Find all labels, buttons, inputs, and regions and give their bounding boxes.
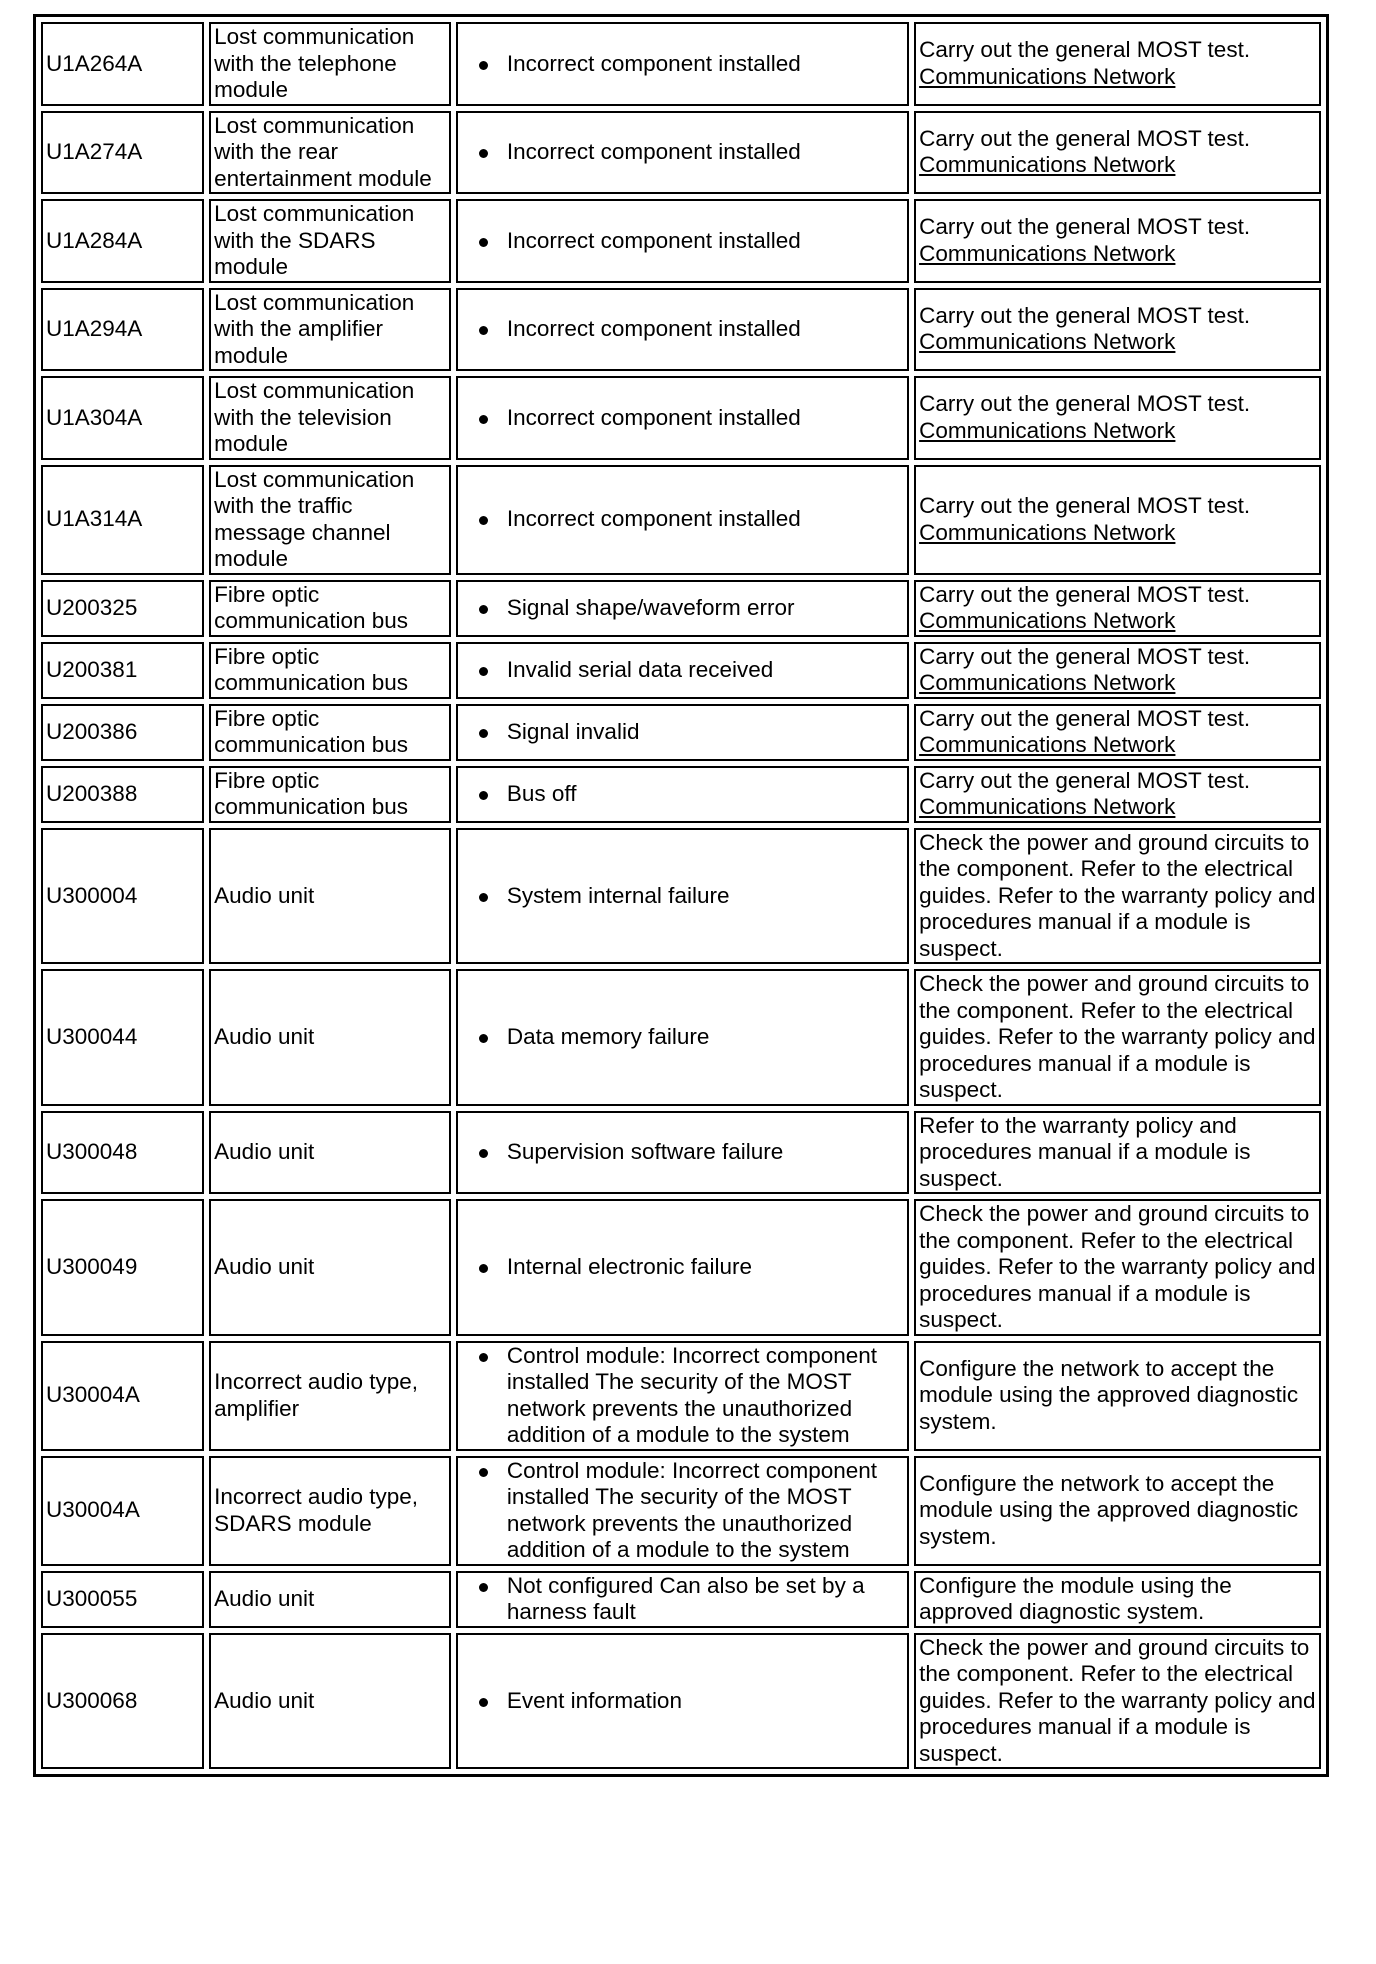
dtc-code-cell: U200381 <box>41 642 204 699</box>
communications-network-link[interactable]: Communications Network <box>919 794 1176 819</box>
communications-network-link[interactable]: Communications Network <box>919 608 1176 633</box>
cause-bullet-item: Data memory failure <box>507 1024 904 1051</box>
dtc-code-cell: U300068 <box>41 1633 204 1770</box>
dtc-description-cell: Audio unit <box>209 969 451 1106</box>
dtc-table <box>33 14 1329 1777</box>
dtc-description-cell: Audio unit <box>209 1571 451 1628</box>
dtc-description-cell: Fibre optic communication bus <box>209 580 451 637</box>
dtc-code-cell: U300044 <box>41 969 204 1106</box>
cause-bullet-item: System internal failure <box>507 883 904 910</box>
table-row <box>41 766 1321 823</box>
dtc-code-cell: U300004 <box>41 828 204 965</box>
possible-causes-cell <box>456 766 909 823</box>
cause-bullet-item: Event information <box>507 1688 904 1715</box>
dtc-code-cell: U200325 <box>41 580 204 637</box>
dtc-description-cell: Audio unit <box>209 1633 451 1770</box>
table-row <box>41 1111 1321 1195</box>
dtc-code-cell: U1A314A <box>41 465 204 575</box>
possible-causes-cell <box>456 288 909 372</box>
causes-list <box>461 719 904 746</box>
table-row <box>41 376 1321 460</box>
cause-bullet-item: Invalid serial data received <box>507 657 904 684</box>
table-row <box>41 199 1321 283</box>
action-cell <box>914 1341 1321 1451</box>
causes-list <box>461 657 904 684</box>
possible-causes-cell <box>456 465 909 575</box>
cause-bullet-item: Control module: Incorrect component installed The security of the MOST network prevents the unauthorized addition of a module to the system <box>507 1458 904 1564</box>
communications-network-link[interactable]: Communications Network <box>919 670 1176 695</box>
possible-causes-cell <box>456 1341 909 1451</box>
action-text: Check the power and ground circuits to the component. Refer to the electrical guides. Refer to the warranty policy and procedures manual if a module is suspect. <box>919 829 1316 961</box>
communications-network-link[interactable]: Communications Network <box>919 63 1176 89</box>
dtc-description-cell: Lost communication with the SDARS module <box>209 199 451 283</box>
causes-list <box>461 1688 904 1715</box>
table-row <box>41 704 1321 761</box>
causes-list <box>461 1254 904 1281</box>
cause-bullet-item: Internal electronic failure <box>507 1254 904 1281</box>
action-cell <box>914 704 1321 761</box>
cause-bullet-item: Incorrect component installed <box>507 228 904 255</box>
action-text: Carry out the general MOST test. <box>919 391 1251 417</box>
action-text: Carry out the general MOST test. <box>919 214 1251 240</box>
table-row <box>41 22 1321 106</box>
dtc-code-cell: U30004A <box>41 1456 204 1566</box>
causes-list <box>461 1573 904 1626</box>
causes-list <box>461 1024 904 1051</box>
table-row <box>41 580 1321 637</box>
action-cell <box>914 288 1321 372</box>
dtc-code-cell: U300049 <box>41 1199 204 1336</box>
cause-bullet-item: Incorrect component installed <box>507 316 904 343</box>
action-text: Check the power and ground circuits to the component. Refer to the electrical guides. Refer to the warranty policy and procedures manual if a module is suspect. <box>919 971 1316 1102</box>
action-text: Configure the network to accept the module using the approved diagnostic system. <box>919 1470 1299 1549</box>
causes-list <box>461 1343 904 1449</box>
possible-causes-cell <box>456 1111 909 1195</box>
possible-causes-cell <box>456 828 909 965</box>
cause-bullet-item: Not configured Can also be set by a harness fault <box>507 1573 904 1626</box>
dtc-description-cell: Fibre optic communication bus <box>209 642 451 699</box>
causes-list <box>461 883 904 910</box>
dtc-description-cell: Lost communication with the amplifier module <box>209 288 451 372</box>
table-row <box>41 1341 1321 1451</box>
communications-network-link[interactable]: Communications Network <box>919 519 1176 545</box>
cause-bullet-item: Bus off <box>507 781 904 808</box>
possible-causes-cell <box>456 1456 909 1566</box>
communications-network-link[interactable]: Communications Network <box>919 329 1176 355</box>
dtc-description-cell: Fibre optic communication bus <box>209 766 451 823</box>
communications-network-link[interactable]: Communications Network <box>919 417 1176 443</box>
dtc-description-cell: Lost communication with the rear entertainment module <box>209 111 451 195</box>
dtc-code-cell: U30004A <box>41 1341 204 1451</box>
action-cell <box>914 111 1321 195</box>
action-cell <box>914 1199 1321 1336</box>
causes-list <box>461 1458 904 1564</box>
causes-list <box>461 405 904 432</box>
action-cell <box>914 642 1321 699</box>
possible-causes-cell <box>456 642 909 699</box>
action-text: Carry out the general MOST test. <box>919 643 1251 669</box>
action-cell <box>914 199 1321 283</box>
causes-list <box>461 595 904 622</box>
cause-bullet-item: Control module: Incorrect component installed The security of the MOST network prevents the unauthorized addition of a module to the system <box>507 1343 904 1449</box>
action-cell <box>914 1633 1321 1770</box>
dtc-description-cell: Fibre optic communication bus <box>209 704 451 761</box>
possible-causes-cell <box>456 580 909 637</box>
action-cell <box>914 22 1321 106</box>
possible-causes-cell <box>456 704 909 761</box>
action-text: Check the power and ground circuits to the component. Refer to the electrical guides. Refer to the warranty policy and procedures manual if a module is suspect. <box>919 1201 1316 1332</box>
causes-list <box>461 51 904 78</box>
table-row <box>41 1571 1321 1628</box>
action-cell <box>914 1111 1321 1195</box>
table-row <box>41 828 1321 965</box>
action-text: Carry out the general MOST test. <box>919 493 1251 518</box>
dtc-code-cell: U200388 <box>41 766 204 823</box>
dtc-description-cell: Lost communication with the television module <box>209 376 451 460</box>
table-row <box>41 1456 1321 1566</box>
action-text: Carry out the general MOST test. <box>919 302 1251 328</box>
possible-causes-cell <box>456 1633 909 1770</box>
dtc-code-cell: U1A264A <box>41 22 204 106</box>
action-text: Configure the network to accept the module using the approved diagnostic system. <box>919 1355 1299 1434</box>
dtc-code-cell: U300055 <box>41 1571 204 1628</box>
dtc-code-cell: U1A274A <box>41 111 204 195</box>
action-cell <box>914 376 1321 460</box>
action-text: Carry out the general MOST test. <box>919 37 1251 63</box>
dtc-description-cell: Lost communication with the telephone module <box>209 22 451 106</box>
possible-causes-cell <box>456 22 909 106</box>
cause-bullet-item: Incorrect component installed <box>507 139 904 166</box>
causes-list <box>461 316 904 343</box>
dtc-code-cell: U200386 <box>41 704 204 761</box>
dtc-table-body <box>41 22 1321 1769</box>
table-row <box>41 465 1321 575</box>
dtc-description-cell: Lost communication with the traffic message channel module <box>209 465 451 575</box>
possible-causes-cell <box>456 111 909 195</box>
action-text: Check the power and ground circuits to the component. Refer to the electrical guides. Refer to the warranty policy and procedures manual if a module is suspect. <box>919 1634 1316 1766</box>
document-page <box>33 14 1329 1777</box>
possible-causes-cell <box>456 1199 909 1336</box>
dtc-description-cell: Incorrect audio type, SDARS module <box>209 1456 451 1566</box>
dtc-code-cell: U1A284A <box>41 199 204 283</box>
action-cell <box>914 465 1321 575</box>
communications-network-link[interactable]: Communications Network <box>919 732 1176 757</box>
action-cell <box>914 1571 1321 1628</box>
table-row <box>41 1199 1321 1336</box>
action-cell <box>914 766 1321 823</box>
table-row <box>41 288 1321 372</box>
cause-bullet-item: Signal invalid <box>507 719 904 746</box>
dtc-code-cell: U1A304A <box>41 376 204 460</box>
causes-list <box>461 1139 904 1166</box>
dtc-code-cell: U300048 <box>41 1111 204 1195</box>
causes-list <box>461 228 904 255</box>
table-row <box>41 642 1321 699</box>
possible-causes-cell <box>456 199 909 283</box>
table-row <box>41 111 1321 195</box>
dtc-description-cell: Audio unit <box>209 828 451 965</box>
causes-list <box>461 506 904 533</box>
possible-causes-cell <box>456 969 909 1106</box>
dtc-description-cell: Audio unit <box>209 1199 451 1336</box>
communications-network-link[interactable]: Communications Network <box>919 152 1176 178</box>
dtc-description-cell: Audio unit <box>209 1111 451 1195</box>
action-text: Carry out the general MOST test. <box>919 125 1251 151</box>
cause-bullet-item: Supervision software failure <box>507 1139 904 1166</box>
cause-bullet-item: Incorrect component installed <box>507 506 904 533</box>
action-text: Carry out the general MOST test. <box>919 767 1251 793</box>
action-cell <box>914 828 1321 965</box>
cause-bullet-item: Signal shape/waveform error <box>507 595 904 622</box>
dtc-code-cell: U1A294A <box>41 288 204 372</box>
communications-network-link[interactable]: Communications Network <box>919 240 1176 266</box>
table-row <box>41 1633 1321 1770</box>
action-cell <box>914 580 1321 637</box>
causes-list <box>461 139 904 166</box>
action-text: Carry out the general MOST test. <box>919 705 1251 731</box>
action-cell <box>914 1456 1321 1566</box>
table-row <box>41 969 1321 1106</box>
possible-causes-cell <box>456 1571 909 1628</box>
possible-causes-cell <box>456 376 909 460</box>
action-text: Refer to the warranty policy and procedures manual if a module is suspect. <box>919 1112 1251 1191</box>
action-text: Carry out the general MOST test. <box>919 581 1251 607</box>
action-cell <box>914 969 1321 1106</box>
action-text: Configure the module using the approved diagnostic system. <box>919 1572 1232 1624</box>
causes-list <box>461 781 904 808</box>
cause-bullet-item: Incorrect component installed <box>507 51 904 78</box>
dtc-description-cell: Incorrect audio type, amplifier <box>209 1341 451 1451</box>
cause-bullet-item: Incorrect component installed <box>507 405 904 432</box>
